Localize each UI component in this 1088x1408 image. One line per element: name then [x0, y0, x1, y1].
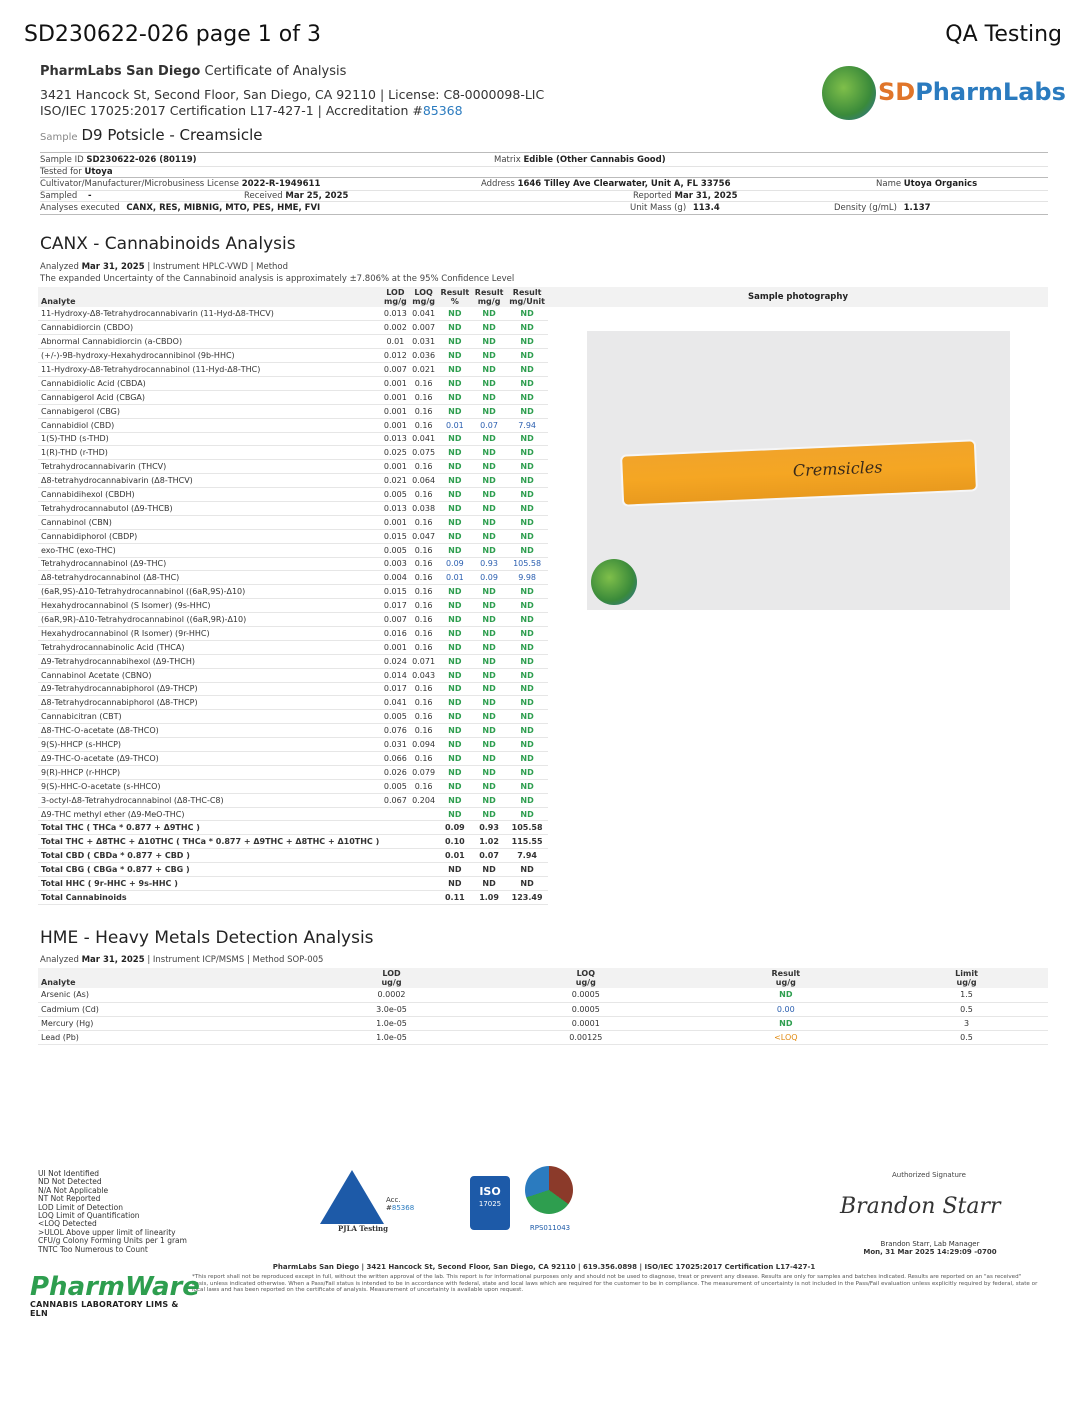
total-row: Total CBG ( CBGa * 0.877 + CBG ) ND ND ND — [38, 863, 548, 877]
table-row: exo-THC (exo-THC) 0.005 0.16 ND ND ND — [38, 543, 548, 557]
table-row: Δ9-Tetrahydrocannabiphorol (Δ9-THCP) 0.017 0.16 ND ND ND — [38, 682, 548, 696]
table-row: (6aR,9S)-Δ10-Tetrahydrocannabinol ((6aR,9S)-Δ10) 0.015 0.16 ND ND ND — [38, 585, 548, 599]
table-row: Cannabigerol Acid (CBGA) 0.001 0.16 ND ND ND — [38, 390, 548, 404]
iso-17025-badge: ISO 17025 — [470, 1176, 510, 1230]
table-row: (+/-)-9B-hydroxy-Hexahydrocannibinol (9b-HHC) 0.012 0.036 ND ND ND — [38, 349, 548, 363]
table-row: Cannabidiphorol (CBDP) 0.015 0.047 ND ND ND — [38, 529, 548, 543]
table-row: Δ8-tetrahydrocannabivarin (Δ8-THCV) 0.021 0.064 ND ND ND — [38, 474, 548, 488]
table-row: Mercury (Hg) 1.0e-05 0.0001 ND 3 — [38, 1016, 1048, 1030]
signature-label: Authorized Signature — [892, 1171, 966, 1179]
table-row: Δ9-THC methyl ether (Δ9-MeO-THC) ND ND ND — [38, 807, 548, 821]
pharmlabs-badge-icon — [591, 559, 637, 605]
table-row: Cannabicitran (CBT) 0.005 0.16 ND ND ND — [38, 710, 548, 724]
table-row: 11-Hydroxy-Δ8-Tetrahydrocannabinol (11-Hyd-Δ8-THC) 0.007 0.021 ND ND ND — [38, 363, 548, 377]
legend-item: ND Not Detected — [38, 1177, 102, 1187]
table-row: Δ9-THC-O-acetate (Δ9-THCO) 0.066 0.16 ND ND ND — [38, 752, 548, 766]
table-row: Δ9-Tetrahydrocannabihexol (Δ9-THCH) 0.024 0.071 ND ND ND — [38, 654, 548, 668]
pjla-triangle-icon — [320, 1170, 384, 1224]
globe-logo-icon — [822, 66, 876, 120]
hme-analyzed: Analyzed Mar 31, 2025 | Instrument ICP/MSMS | Method SOP-005 — [40, 955, 324, 965]
canx-analyzed: Analyzed Mar 31, 2025 | Instrument HPLC-VWD | Method — [40, 262, 289, 272]
total-row: Total THC ( THCa * 0.877 + Δ9THC ) 0.09 0.93 105.58 — [38, 821, 548, 835]
table-row: Tetrahydrocannabinolic Acid (THCA) 0.001 0.16 ND ND ND — [38, 640, 548, 654]
sampled-date: - — [87, 191, 92, 201]
sample-name: D9 Potsicle - Creamsicle — [81, 126, 263, 144]
cannabinoids-table — [38, 287, 548, 905]
received-date: Mar 25, 2025 — [285, 191, 349, 201]
abbreviation-legend — [38, 1170, 187, 1254]
popsicle-image: Cremsicles — [622, 441, 976, 504]
table-row: Cannabidiol (CBD) 0.001 0.16 0.01 0.07 7.94 — [38, 418, 548, 432]
legend-item: <LOQ Detected — [38, 1219, 97, 1229]
table-row: 9(R)-HHCP (r-HHCP) 0.026 0.079 ND ND ND — [38, 765, 548, 779]
legend-item: NT Not Reported — [38, 1194, 101, 1204]
sdpharmlabs-logo: SDPharmLabs — [822, 66, 1052, 118]
reported-date: Mar 31, 2025 — [674, 191, 738, 201]
legend-item: N/A Not Applicable — [38, 1185, 109, 1195]
table-row: Δ8-tetrahydrocannabinol (Δ8-THC) 0.004 0.16 0.01 0.09 9.98 — [38, 571, 548, 585]
lab-address: 3421 Hancock St, Second Floor, San Diego, CA 92110 | License: C8-0000098-LIC — [40, 87, 545, 102]
table-row: Arsenic (As) 0.0002 0.0005 ND 1.5 — [38, 988, 1048, 1002]
table-row: 1(R)-THD (r-THD) 0.025 0.075 ND ND ND — [38, 446, 548, 460]
table-row: Cannabinol Acetate (CBNO) 0.014 0.043 ND ND ND — [38, 668, 548, 682]
table-row: Cannabigerol (CBG) 0.001 0.16 ND ND ND — [38, 404, 548, 418]
sample-matrix: Edible (Other Cannabis Good) — [523, 155, 666, 165]
certification-seal-icon — [525, 1166, 573, 1214]
total-row: Total HHC ( 9r-HHC + 9s-HHC ) ND ND ND — [38, 877, 548, 891]
table-header: Analyte LOD ug/g LOQ ug/g Result ug/g Limit ug/g — [38, 968, 1048, 988]
table-header: Analyte LOD mg/g LOQ mg/g Result % Result mg/g Result mg/Unit — [38, 287, 548, 307]
table-row: Δ8-Tetrahydrocannabiphorol (Δ8-THCP) 0.041 0.16 ND ND ND — [38, 696, 548, 710]
lab-name: PharmLabs San Diego — [40, 64, 201, 79]
heavy-metals-table — [38, 968, 1048, 1045]
table-row: 1(S)-THD (s-THD) 0.013 0.041 ND ND ND — [38, 432, 548, 446]
table-row: Cannabidiorcin (CBDO) 0.002 0.007 ND ND ND — [38, 321, 548, 335]
signature-script: Brandon Starr — [840, 1194, 1001, 1219]
table-row: 9(S)-HHCP (s-HHCP) 0.031 0.094 ND ND ND — [38, 738, 548, 752]
table-row: 11-Hydroxy-Δ8-Tetrahydrocannabivarin (11-Hyd-Δ8-THCV) 0.013 0.041 ND ND ND — [38, 307, 548, 321]
footer-lab-info: PharmLabs San Diego | 3421 Hancock St, Second Floor, San Diego, CA 92110 | 619.356.0898 | ISO/IEC 17025:2017 Certification L17-427-1 — [272, 1263, 816, 1271]
table-row: Cadmium (Cd) 3.0e-05 0.0005 0.00 0.5 — [38, 1002, 1048, 1016]
client-name: Utoya Organics — [903, 179, 978, 189]
table-row: Cannabinol (CBN) 0.001 0.16 ND ND ND — [38, 515, 548, 529]
legend-item: LOQ Limit of Quantification — [38, 1211, 140, 1221]
table-row: Cannabidihexol (CBDH) 0.005 0.16 ND ND ND — [38, 488, 548, 502]
lab-info — [40, 64, 544, 119]
signer-info: Brandon Starr, Lab Manager Mon, 31 Mar 2025 14:29:09 -0700 — [863, 1240, 997, 1256]
sample-photo — [587, 331, 1010, 610]
table-row: Δ8-THC-O-acetate (Δ8-THCO) 0.076 0.16 ND ND ND — [38, 724, 548, 738]
table-row: Lead (Pb) 1.0e-05 0.00125 <LOQ 0.5 — [38, 1030, 1048, 1044]
table-row: (6aR,9R)-Δ10-Tetrahydrocannabinol ((6aR,9R)-Δ10) 0.007 0.16 ND ND ND — [38, 613, 548, 627]
table-row: Tetrahydrocannabinol (Δ9-THC) 0.003 0.16 0.09 0.93 105.58 — [38, 557, 548, 571]
tested-for: Utoya — [84, 167, 113, 177]
legend-item: >ULOL Above upper limit of linearity — [38, 1227, 176, 1237]
accreditation-link[interactable]: 85368 — [422, 103, 463, 118]
sample-id: SD230622-026 (80119) — [86, 155, 197, 165]
table-row: Abnormal Cannabidiorcin (a-CBDO) 0.01 0.031 ND ND ND — [38, 335, 548, 349]
analyses-executed: CANX, RES, MIBNIG, MTO, PES, HME, FVI — [126, 203, 321, 213]
table-row: Tetrahydrocannabutol (Δ9-THCB) 0.013 0.038 ND ND ND — [38, 501, 548, 515]
certification-badge: RPS011043 — [525, 1166, 575, 1238]
legend-item: LOD Limit of Detection — [38, 1202, 123, 1212]
lab-certification: ISO/IEC 17025:2017 Certification L17-427-1 | Accreditation #85368 — [40, 103, 463, 118]
table-row: Hexahydrocannabinol (S Isomer) (9s-HHC) 0.017 0.16 ND ND ND — [38, 599, 548, 613]
table-row: 9(S)-HHC-O-acetate (s-HHCO) 0.005 0.16 ND ND ND — [38, 779, 548, 793]
density: 1.137 — [903, 203, 931, 213]
table-row: 3-octyl-Δ8-Tetrahydrocannabinol (Δ8-THC-C8) 0.067 0.204 ND ND ND — [38, 793, 548, 807]
table-row: Hexahydrocannabinol (R Isomer) (9r-HHC) 0.016 0.16 ND ND ND — [38, 626, 548, 640]
client-address: 1646 Tilley Ave Clearwater, Unit A, FL 33756 — [517, 179, 731, 189]
canx-title: CANX - Cannabinoids Analysis — [40, 234, 296, 254]
hme-title: HME - Heavy Metals Detection Analysis — [40, 928, 374, 948]
qa-testing-title: QA Testing — [945, 22, 1062, 47]
total-row: Total Cannabinoids 0.11 1.09 123.49 — [38, 890, 548, 904]
table-row: Tetrahydrocannabivarin (THCV) 0.001 0.16 ND ND ND — [38, 460, 548, 474]
table-row: Cannabidiolic Acid (CBDA) 0.001 0.16 ND ND ND — [38, 376, 548, 390]
footer-disclaimer: *This report shall not be reproduced except in full, without the written approval of the lab. This report is for informational purposes only and should not be used to diagnose, treat or prevent any disease. Results are only for samples and batches indicated. Results are reported on an "as received" basis, unless indicated otherwise. When a Pass/Fail status is intended to be in accordance with federal, state and local laws which are required for the customer to be in compliance. The measurement of uncertainty is not included in the Pass/Fail evaluation unless explicitly required by federal, state or local laws and has been reported on the certificate of analysis. Measurement of uncertainty is available upon request. — [192, 1274, 1038, 1293]
doc-type: Certificate of Analysis — [204, 64, 347, 79]
pharmware-logo: PharmWare CANNABIS LABORATORY LIMS & ELN — [30, 1272, 200, 1318]
legend-item: UI Not Identified — [38, 1169, 100, 1178]
total-row: Total THC + Δ8THC + Δ10THC ( THCa * 0.877 + Δ9THC + Δ8THC + Δ10THC ) 0.10 1.02 115.55 — [38, 835, 548, 849]
document-id: SD230622-026 page 1 of 3 — [24, 22, 321, 47]
legend-item: CFU/g Colony Forming Units per 1 gram — [38, 1236, 187, 1246]
sample-photography-label: Sample photography — [548, 287, 1048, 307]
legend-item: TNTC Too Numerous to Count — [38, 1244, 148, 1254]
sample-title: Sample D9 Potsicle - Creamsicle — [40, 126, 263, 144]
cultivator-license: 2022-R-1949611 — [241, 179, 321, 189]
total-row: Total CBD ( CBDa * 0.877 + CBD ) 0.01 0.07 7.94 — [38, 849, 548, 863]
unit-mass: 113.4 — [692, 203, 720, 213]
canx-uncertainty: The expanded Uncertainty of the Cannabinoid analysis is approximately ±7.806% at the 95% Confidence Level — [40, 274, 515, 284]
pjla-badge: Acc. #85368 PJLA Testing — [320, 1170, 430, 1240]
